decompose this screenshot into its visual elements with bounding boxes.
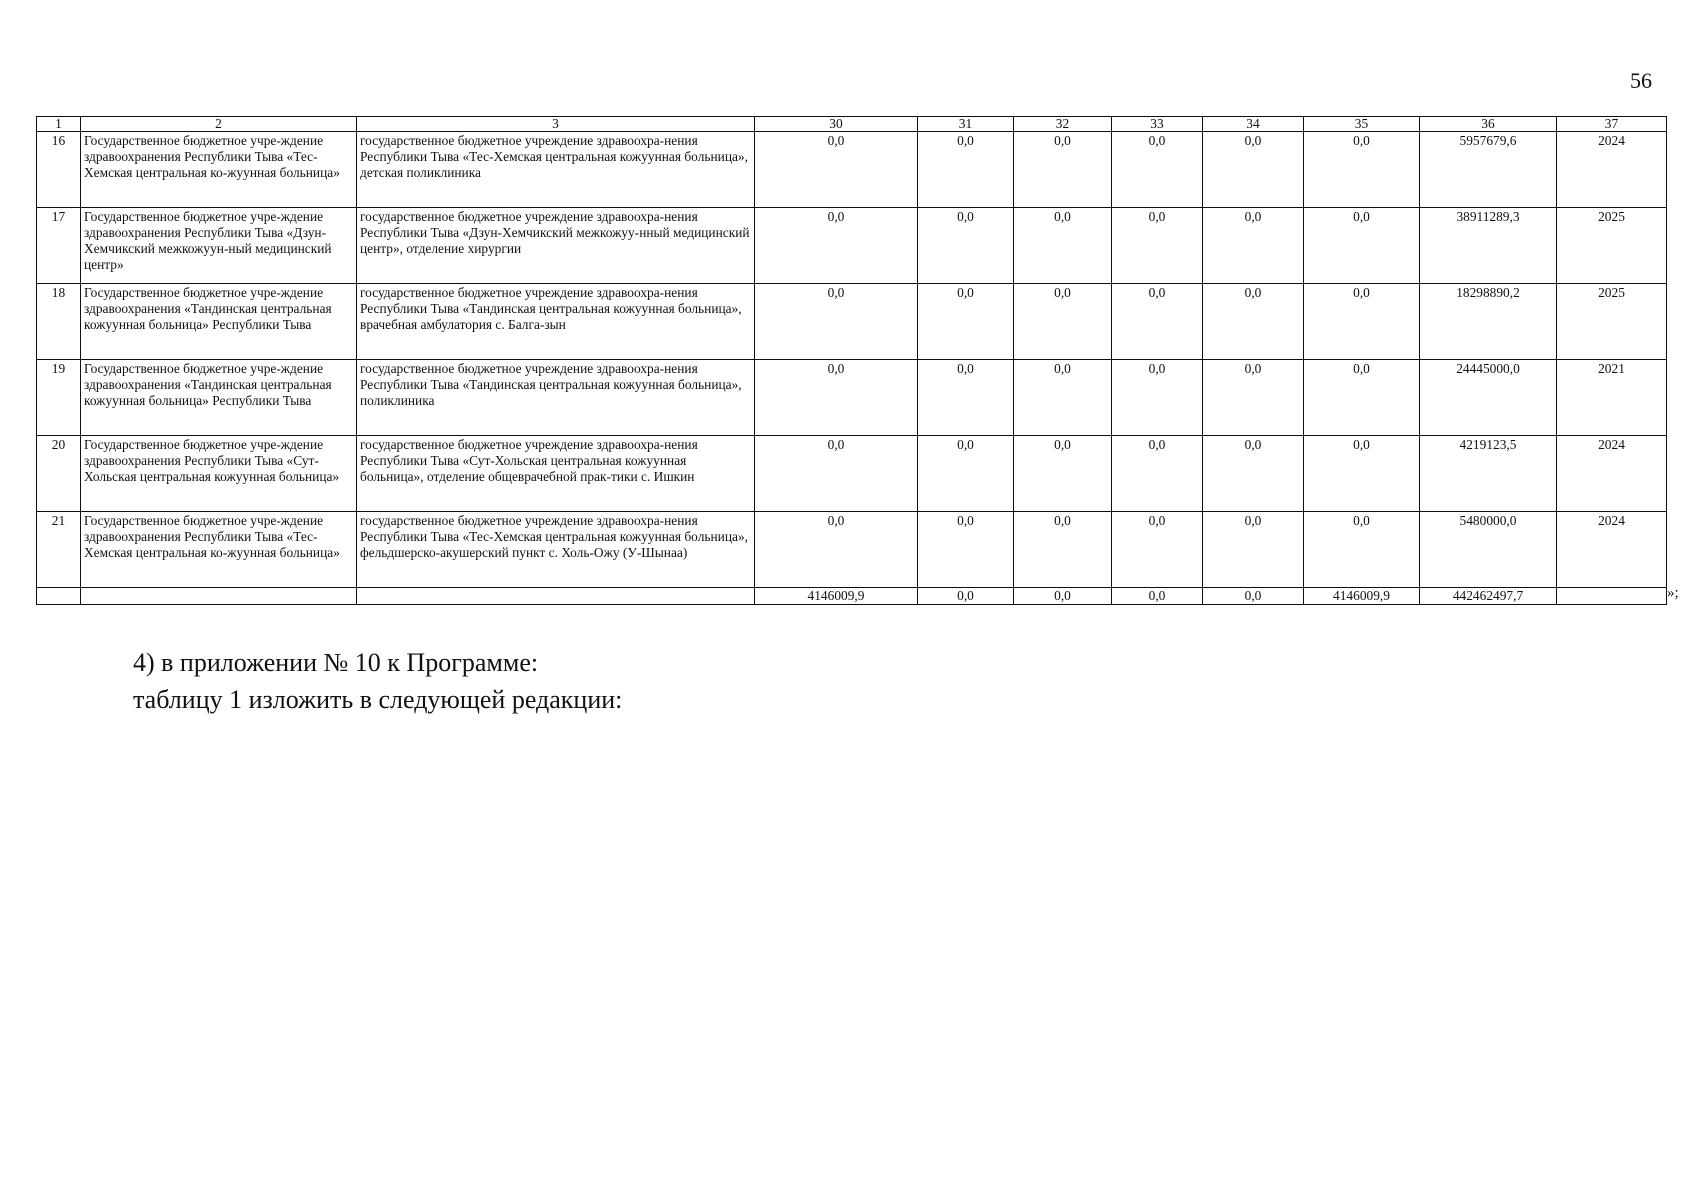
value-col-31: 0,0	[918, 284, 1014, 360]
value-col-32: 0,0	[1014, 208, 1112, 284]
table-row	[37, 208, 1667, 284]
facility-description: государственное бюджетное учреждение здравоохра-нения Республики Тыва «Тес-Хемская центральная кожуунная больница», детская поликлиника	[357, 132, 755, 208]
value-col-34: 0,0	[1203, 208, 1304, 284]
year-col-37: 2024	[1557, 436, 1667, 512]
table-body	[37, 117, 1667, 605]
header-cell: 3	[357, 117, 755, 132]
program-table	[36, 116, 1667, 605]
value-col-35: 0,0	[1304, 132, 1420, 208]
paragraph-appendix-10: 4) в приложении № 10 к Программе:	[133, 648, 539, 677]
value-col-36: 24445000,0	[1420, 360, 1557, 436]
facility-description: государственное бюджетное учреждение здравоохра-нения Республики Тыва «Тандинская центральная кожуунная больница», врачебная амбулатория с. Балга-зын	[357, 284, 755, 360]
value-col-33: 0,0	[1112, 208, 1203, 284]
paragraph-table-1-edition: таблицу 1 изложить в следующей редакции:	[133, 685, 623, 714]
year-col-37: 2025	[1557, 208, 1667, 284]
institution-name: Государственное бюджетное учре-ждение здравоохранения Республики Тыва «Сут-Хольская центральная кожуунная больница»	[81, 436, 357, 512]
value-col-36: 5957679,6	[1420, 132, 1557, 208]
total-blank-3	[357, 588, 755, 605]
value-col-31: 0,0	[918, 360, 1014, 436]
value-col-34: 0,0	[1203, 512, 1304, 588]
table-header-row	[37, 117, 1667, 132]
facility-description: государственное бюджетное учреждение здравоохра-нения Республики Тыва «Дзун-Хемчикский межкожуу-нный медицинский центр», отделение хирургии	[357, 208, 755, 284]
value-col-34: 0,0	[1203, 284, 1304, 360]
facility-description: государственное бюджетное учреждение здравоохра-нения Республики Тыва «Сут-Хольская центральная кожуунная больница», отделение общеврачебной прак-тики с. Ишкин	[357, 436, 755, 512]
facility-description: государственное бюджетное учреждение здравоохра-нения Республики Тыва «Тес-Хемская центральная кожуунная больница», фельдшерско-акушерский пункт с. Холь-Ожу (У-Шынаа)	[357, 512, 755, 588]
header-cell: 1	[37, 117, 81, 132]
total-v36: 442462497,7	[1420, 588, 1557, 605]
header-cell: 34	[1203, 117, 1304, 132]
institution-name: Государственное бюджетное учре-ждение здравоохранения Республики Тыва «Тес-Хемская центральная ко-жуунная больница»	[81, 512, 357, 588]
row-number: 20	[37, 436, 81, 512]
header-cell: 32	[1014, 117, 1112, 132]
value-col-33: 0,0	[1112, 132, 1203, 208]
total-v31: 0,0	[918, 588, 1014, 605]
header-cell: 30	[755, 117, 918, 132]
total-blank-1	[37, 588, 81, 605]
value-col-30: 0,0	[755, 132, 918, 208]
value-col-34: 0,0	[1203, 360, 1304, 436]
value-col-30: 0,0	[755, 208, 918, 284]
value-col-32: 0,0	[1014, 284, 1112, 360]
value-col-31: 0,0	[918, 512, 1014, 588]
year-col-37: 2024	[1557, 512, 1667, 588]
institution-name: Государственное бюджетное учре-ждение здравоохранения Республики Тыва «Дзун-Хемчикский межкожуун-ный медицинский центр»	[81, 208, 357, 284]
value-col-32: 0,0	[1014, 360, 1112, 436]
institution-name: Государственное бюджетное учре-ждение здравоохранения «Тандинская центральная кожуунная больница» Республики Тыва	[81, 284, 357, 360]
value-col-31: 0,0	[918, 436, 1014, 512]
value-col-31: 0,0	[918, 208, 1014, 284]
value-col-33: 0,0	[1112, 512, 1203, 588]
table-row	[37, 512, 1667, 588]
header-cell: 37	[1557, 117, 1667, 132]
total-v33: 0,0	[1112, 588, 1203, 605]
page-number: 56	[1630, 68, 1652, 93]
row-number: 21	[37, 512, 81, 588]
value-col-35: 0,0	[1304, 208, 1420, 284]
value-col-36: 18298890,2	[1420, 284, 1557, 360]
table-row	[37, 360, 1667, 436]
total-v30: 4146009,9	[755, 588, 918, 605]
row-number: 17	[37, 208, 81, 284]
value-col-30: 0,0	[755, 360, 918, 436]
value-col-36: 5480000,0	[1420, 512, 1557, 588]
value-col-32: 0,0	[1014, 512, 1112, 588]
header-cell: 2	[81, 117, 357, 132]
value-col-34: 0,0	[1203, 436, 1304, 512]
total-blank-2	[81, 588, 357, 605]
total-row	[37, 588, 1667, 605]
closing-quote: »;	[1667, 585, 1679, 601]
value-col-33: 0,0	[1112, 436, 1203, 512]
row-number: 19	[37, 360, 81, 436]
year-col-37: 2021	[1557, 360, 1667, 436]
header-cell: 33	[1112, 117, 1203, 132]
row-number: 18	[37, 284, 81, 360]
institution-name: Государственное бюджетное учре-ждение здравоохранения «Тандинская центральная кожуунная больница» Республики Тыва	[81, 360, 357, 436]
facility-description: государственное бюджетное учреждение здравоохра-нения Республики Тыва «Тандинская центральная кожуунная больница», поликлиника	[357, 360, 755, 436]
value-col-34: 0,0	[1203, 132, 1304, 208]
value-col-30: 0,0	[755, 284, 918, 360]
row-number: 16	[37, 132, 81, 208]
value-col-31: 0,0	[918, 132, 1014, 208]
year-col-37: 2024	[1557, 132, 1667, 208]
value-col-32: 0,0	[1014, 436, 1112, 512]
value-col-32: 0,0	[1014, 132, 1112, 208]
value-col-36: 4219123,5	[1420, 436, 1557, 512]
table-row	[37, 436, 1667, 512]
total-v32: 0,0	[1014, 588, 1112, 605]
header-cell: 31	[918, 117, 1014, 132]
year-col-37: 2025	[1557, 284, 1667, 360]
total-v37	[1557, 588, 1667, 605]
value-col-35: 0,0	[1304, 284, 1420, 360]
value-col-33: 0,0	[1112, 360, 1203, 436]
value-col-35: 0,0	[1304, 436, 1420, 512]
header-cell: 36	[1420, 117, 1557, 132]
table-row	[37, 284, 1667, 360]
total-v34: 0,0	[1203, 588, 1304, 605]
value-col-36: 38911289,3	[1420, 208, 1557, 284]
table-row	[37, 132, 1667, 208]
value-col-35: 0,0	[1304, 512, 1420, 588]
value-col-30: 0,0	[755, 512, 918, 588]
institution-name: Государственное бюджетное учре-ждение здравоохранения Республики Тыва «Тес-Хемская центральная ко-жуунная больница»	[81, 132, 357, 208]
header-cell: 35	[1304, 117, 1420, 132]
value-col-33: 0,0	[1112, 284, 1203, 360]
value-col-30: 0,0	[755, 436, 918, 512]
total-v35: 4146009,9	[1304, 588, 1420, 605]
value-col-35: 0,0	[1304, 360, 1420, 436]
